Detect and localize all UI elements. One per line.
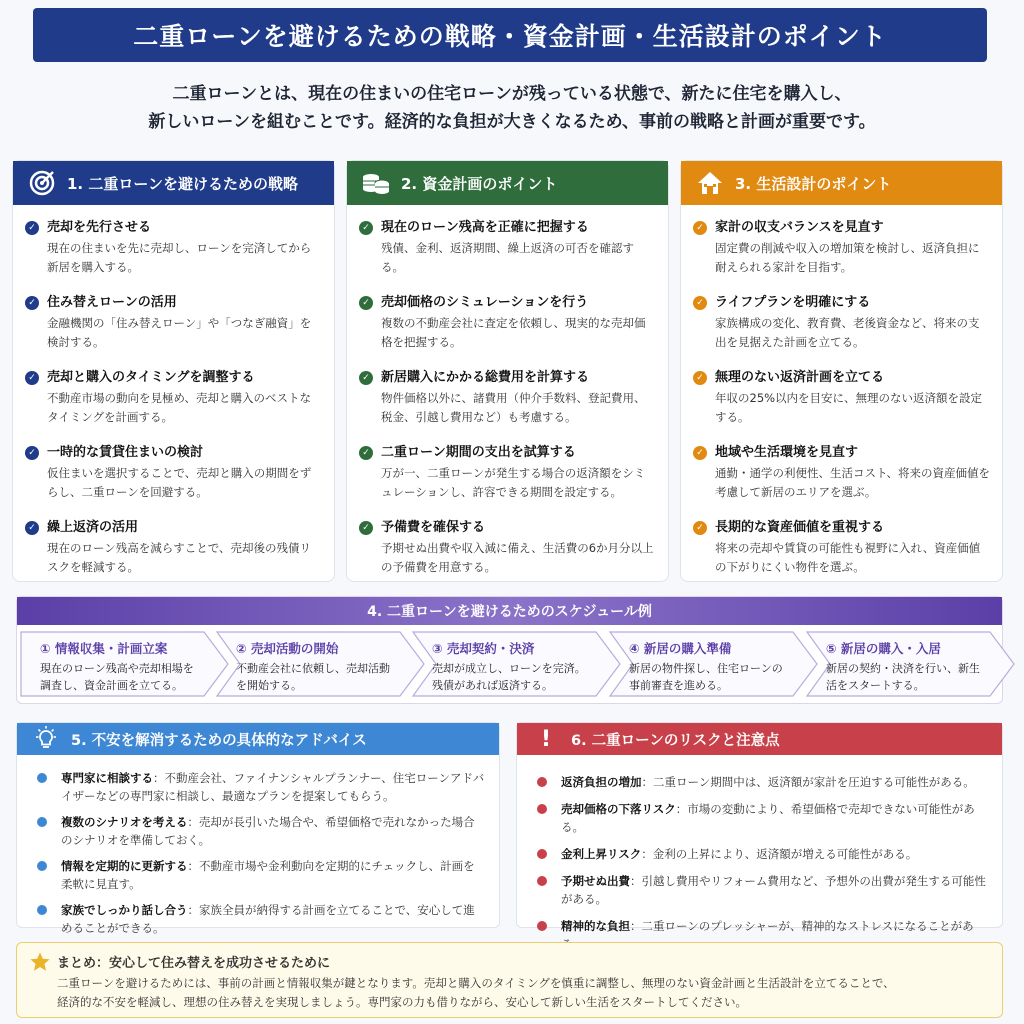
strategy-item: [25, 294, 322, 352]
page-title: 二重ローンを避けるための戦略・資金計画・生活設計のポイント: [33, 8, 987, 62]
strategy-item-title: 売却を先行させる: [47, 220, 152, 235]
advice-item-text: [61, 769, 485, 805]
check-icon: ✓: [25, 296, 39, 310]
schedule-step-desc: 現在のローン残高や売却相場を調査し、資金計画を立てる。: [40, 662, 194, 692]
schedule-step: [806, 631, 1016, 697]
schedule-step-title: ⑤ 新居の購入・入居: [826, 641, 941, 656]
check-icon: ✓: [25, 521, 39, 535]
advice-item-body: ：不動産会社、ファイナンシャルプランナー、住宅ローンアドバイザーなどの専門家に相談し、最適なプランを提案してもらう。: [61, 771, 485, 803]
star-icon: [29, 951, 51, 977]
risk-item-text: [561, 800, 988, 836]
life-design-item: [693, 444, 990, 502]
schedule-step-desc: 新居の契約・決済を行い、新生活をスタートする。: [826, 662, 980, 692]
life-design-item-title: 無理のない返済計画を立てる: [715, 370, 885, 385]
strategy-item-heading: [25, 519, 322, 537]
life-design-item-desc: 将来の売却や賃貸の可能性も視野に入れ、資産価値の下がりにくい物件を選ぶ。: [715, 541, 981, 574]
strategy-item-title: 売却と購入のタイミングを調整する: [47, 370, 255, 385]
strategy-item-desc: 仮住まいを選択することで、売却と購入の期間をずらし、二重ローンを回避する。: [47, 466, 312, 499]
strategy-item: [25, 369, 322, 427]
strategy-item-heading: [25, 369, 322, 387]
strategy-item-heading: [25, 294, 322, 312]
target-icon: [27, 168, 57, 198]
life-design-item-title: ライフプランを明確にする: [715, 295, 871, 310]
strategy-item-desc: 不動産市場の動向を見極め、売却と購入のベストなタイミングを計画する。: [47, 391, 312, 424]
risk-item-label: 売却価格の下落リスク: [561, 802, 676, 816]
risk-item: [537, 800, 988, 836]
life-design-card-title: 3. 生活設計のポイント: [735, 174, 892, 193]
advice-item-text: [61, 857, 485, 893]
life-design-item-heading: [693, 294, 990, 312]
funding-item-desc: 物件価格以外に、諸費用（仲介手数料、登記費用、税金、引越し費用など）も考慮する。: [381, 391, 646, 424]
bullet-dot: [537, 777, 547, 787]
advice-item: [37, 813, 485, 849]
schedule-step-title: ② 売却活動の開始: [236, 641, 339, 656]
check-icon: ✓: [359, 296, 373, 310]
funding-item: [359, 444, 656, 502]
life-design-item-desc: 家族構成の変化、教育費、老後資金など、将来の支出を見据えた計画を立てる。: [715, 316, 980, 349]
funding-item-heading: [359, 294, 656, 312]
life-design-item-desc: 固定費の削減や収入の増加策を検討し、返済負担に耐えられる家計を目指す。: [715, 241, 980, 274]
check-icon: ✓: [359, 446, 373, 460]
funding-card-title: 2. 資金計画のポイント: [401, 174, 558, 193]
life-design-card-header: [681, 161, 1002, 205]
life-design-item: [693, 294, 990, 352]
risk-header: [517, 723, 1002, 755]
schedule-section: [16, 596, 1003, 704]
schedule-step: [20, 631, 230, 697]
strategy-item: [25, 219, 322, 277]
funding-item-heading: [359, 369, 656, 387]
schedule-step: [609, 631, 819, 697]
advice-item-body: ：家族全員が納得する計画を立てることで、安心して進めることができる。: [61, 903, 475, 935]
life-design-item: [693, 219, 990, 277]
life-design-item-heading: [693, 444, 990, 462]
strategy-item-heading: [25, 219, 322, 237]
strategy-item-desc: 金融機関の「住み替えローン」や「つなぎ融資」を検討する。: [47, 316, 312, 349]
check-icon: ✓: [693, 446, 707, 460]
advice-item-label: 専門家に相談する: [61, 771, 153, 785]
life-design-item-heading: [693, 519, 990, 537]
check-icon: ✓: [359, 221, 373, 235]
summary-title: まとめ：安心して住み替えを成功させるために: [57, 956, 331, 971]
check-icon: ✓: [693, 521, 707, 535]
schedule-step-desc: 新居の物件探し、住宅ローンの事前審査を進める。: [629, 662, 783, 692]
lightbulb-icon: [33, 726, 59, 752]
funding-item-heading: [359, 444, 656, 462]
schedule-step-title: ③ 売却契約・決済: [432, 641, 535, 656]
strategy-card-title: 1. 二重ローンを避けるための戦略: [67, 174, 299, 193]
risk-item-body: ：引越し費用やリフォーム費用など、予想外の出費が発生する可能性がある。: [561, 874, 986, 906]
intro-line-1: 二重ローンとは、現在の住まいの住宅ローンが残っている状態で、新たに住宅を購入し、: [172, 84, 852, 104]
risk-item-label: 精神的な負担: [561, 919, 630, 933]
funding-item-title: 予備費を確保する: [381, 520, 486, 535]
summary-section: [16, 942, 1003, 1018]
advice-item-label: 情報を定期的に更新する: [61, 859, 188, 873]
bullet-dot: [37, 905, 47, 915]
advice-item-text: [61, 813, 485, 849]
bullet-dot: [537, 921, 547, 931]
bullet-dot: [37, 817, 47, 827]
life-design-item: [693, 519, 990, 577]
advice-item: [37, 901, 485, 937]
schedule-title: 4. 二重ローンを避けるためのスケジュール例: [17, 597, 1002, 625]
strategy-item-desc: 現在の住まいを先に売却し、ローンを完済してから新居を購入する。: [47, 241, 312, 274]
risk-item-body: ：金利の上昇により、返済額が増える可能性がある。: [641, 847, 918, 861]
funding-item-title: 二重ローン期間の支出を試算する: [381, 445, 576, 460]
funding-card: [346, 160, 669, 582]
summary-line-1: 二重ローンを避けるためには、事前の計画と情報収集が鍵となります。売却と購入のタイミングを慎重に調整し、無理のない資金計画と生活設計を立てることで、: [57, 976, 895, 990]
advice-item-body: ：不動産市場や金利動向を定期的にチェックし、計画を柔軟に見直す。: [61, 859, 475, 891]
schedule-step: [412, 631, 622, 697]
check-icon: ✓: [25, 446, 39, 460]
advice-item: [37, 769, 485, 805]
strategy-item: [25, 444, 322, 502]
risk-item-label: 予期せぬ出費: [561, 874, 630, 888]
funding-item-desc: 予期せぬ出費や収入減に備え、生活費の6か月分以上の予備費を用意する。: [381, 541, 654, 574]
strategy-item-title: 一時的な賃貸住まいの検討: [47, 445, 204, 460]
bullet-dot: [537, 849, 547, 859]
risk-item-text: [561, 872, 988, 908]
strategy-item-title: 繰上返済の活用: [47, 520, 139, 535]
advice-item-label: 複数のシナリオを考える: [61, 815, 188, 829]
life-design-item-title: 家計の収支バランスを見直す: [715, 220, 884, 235]
funding-item: [359, 519, 656, 577]
strategy-item-title: 住み替えローンの活用: [47, 295, 177, 310]
strategy-item-desc: 現在のローン残高を減らすことで、売却後の残債リスクを軽減する。: [47, 541, 312, 574]
intro-text: [40, 80, 984, 136]
funding-card-header: [347, 161, 668, 205]
risk-section: [516, 722, 1003, 933]
advice-item-body: ：売却が長引いた場合や、希望価格で売れなかった場合のシナリオを準備しておく。: [61, 815, 475, 847]
risk-item: [537, 845, 988, 863]
advice-item: [37, 857, 485, 893]
house-icon: [695, 168, 725, 198]
check-icon: ✓: [693, 296, 707, 310]
funding-item-title: 売却価格のシミュレーションを行う: [381, 295, 589, 310]
summary-text: [57, 974, 987, 1012]
life-design-item-heading: [693, 369, 990, 387]
risk-item: [537, 773, 988, 791]
risk-item: [537, 872, 988, 908]
strategy-card-header: [13, 161, 334, 205]
funding-item-desc: 万が一、二重ローンが発生する場合の返済額をシミュレーションし、許容できる期間を設定する。: [381, 466, 646, 499]
intro-line-2: 新しいローンを組むことです。経済的な負担が大きくなるため、事前の戦略と計画が重要です。: [148, 112, 876, 132]
check-icon: ✓: [693, 221, 707, 235]
life-design-item-title: 長期的な資産価値を重視する: [715, 520, 885, 535]
funding-item-desc: 残債、金利、返済期間、繰上返済の可否を確認する。: [381, 241, 634, 274]
summary-line-2: 経済的な不安を軽減し、理想の住み替えを実現しましょう。専門家の力も借りながら、安心して新しい生活をスタートしてください。: [57, 995, 747, 1009]
life-design-item-desc: 年収の25%以内を目安に、無理のない返済額を設定する。: [715, 391, 983, 424]
risk-item-body: ：二重ローン期間中は、返済額が家計を圧迫する可能性がある。: [641, 775, 975, 789]
funding-item-title: 現在のローン残高を正確に把握する: [381, 220, 589, 235]
check-icon: ✓: [25, 221, 39, 235]
check-icon: ✓: [359, 371, 373, 385]
life-design-item-title: 地域や生活環境を見直す: [715, 445, 859, 460]
bullet-dot: [537, 804, 547, 814]
risk-item-text: [561, 845, 917, 863]
check-icon: ✓: [359, 521, 373, 535]
advice-item-label: 家族でしっかり話し合う: [61, 903, 188, 917]
funding-item: [359, 294, 656, 352]
check-icon: ✓: [25, 371, 39, 385]
risk-item-label: 返済負担の増加: [561, 775, 642, 789]
bullet-dot: [537, 876, 547, 886]
advice-section: [16, 722, 500, 935]
check-icon: ✓: [693, 371, 707, 385]
risk-item-text: [561, 773, 975, 791]
strategy-item: [25, 519, 322, 577]
funding-item-desc: 複数の不動産会社に査定を依頼し、現実的な売却価格を把握する。: [381, 316, 646, 349]
schedule-step-desc: 不動産会社に依頼し、売却活動を開始する。: [236, 662, 390, 692]
life-design-item-heading: [693, 219, 990, 237]
coins-icon: [361, 168, 391, 198]
schedule-step-desc: 売却が成立し、ローンを完済。残債があれば返済する。: [432, 662, 586, 692]
strategy-item-heading: [25, 444, 322, 462]
risk-item-label: 金利上昇リスク: [561, 847, 642, 861]
strategy-card: [12, 160, 335, 582]
risk-title: 6. 二重ローンのリスクと注意点: [571, 732, 780, 749]
funding-item: [359, 219, 656, 277]
advice-title: 5. 不安を解消するための具体的なアドバイス: [71, 732, 367, 749]
funding-item-title: 新居購入にかかる総費用を計算する: [381, 370, 590, 385]
life-design-item-desc: 通勤・通学の利便性、生活コスト、将来の資産価値を考慮して新居のエリアを選ぶ。: [715, 466, 990, 499]
bullet-dot: [37, 861, 47, 871]
life-design-item: [693, 369, 990, 427]
bullet-dot: [37, 773, 47, 783]
schedule-step: [216, 631, 426, 697]
funding-item: [359, 369, 656, 427]
schedule-step-title: ④ 新居の購入準備: [629, 641, 732, 656]
advice-header: [17, 723, 499, 755]
funding-item-heading: [359, 519, 656, 537]
life-design-card: [680, 160, 1003, 582]
risk-item-body: ：二重ローンのプレッシャーが、精神的なストレスになることがあ: [630, 919, 974, 933]
risk-item-body: ：市場の変動により、希望価格で売却できない可能性がある。: [561, 802, 975, 834]
funding-item-heading: [359, 219, 656, 237]
exclamation-icon: !: [540, 726, 552, 752]
advice-item-text: [61, 901, 485, 937]
schedule-step-title: ① 情報収集・計画立案: [40, 641, 168, 656]
